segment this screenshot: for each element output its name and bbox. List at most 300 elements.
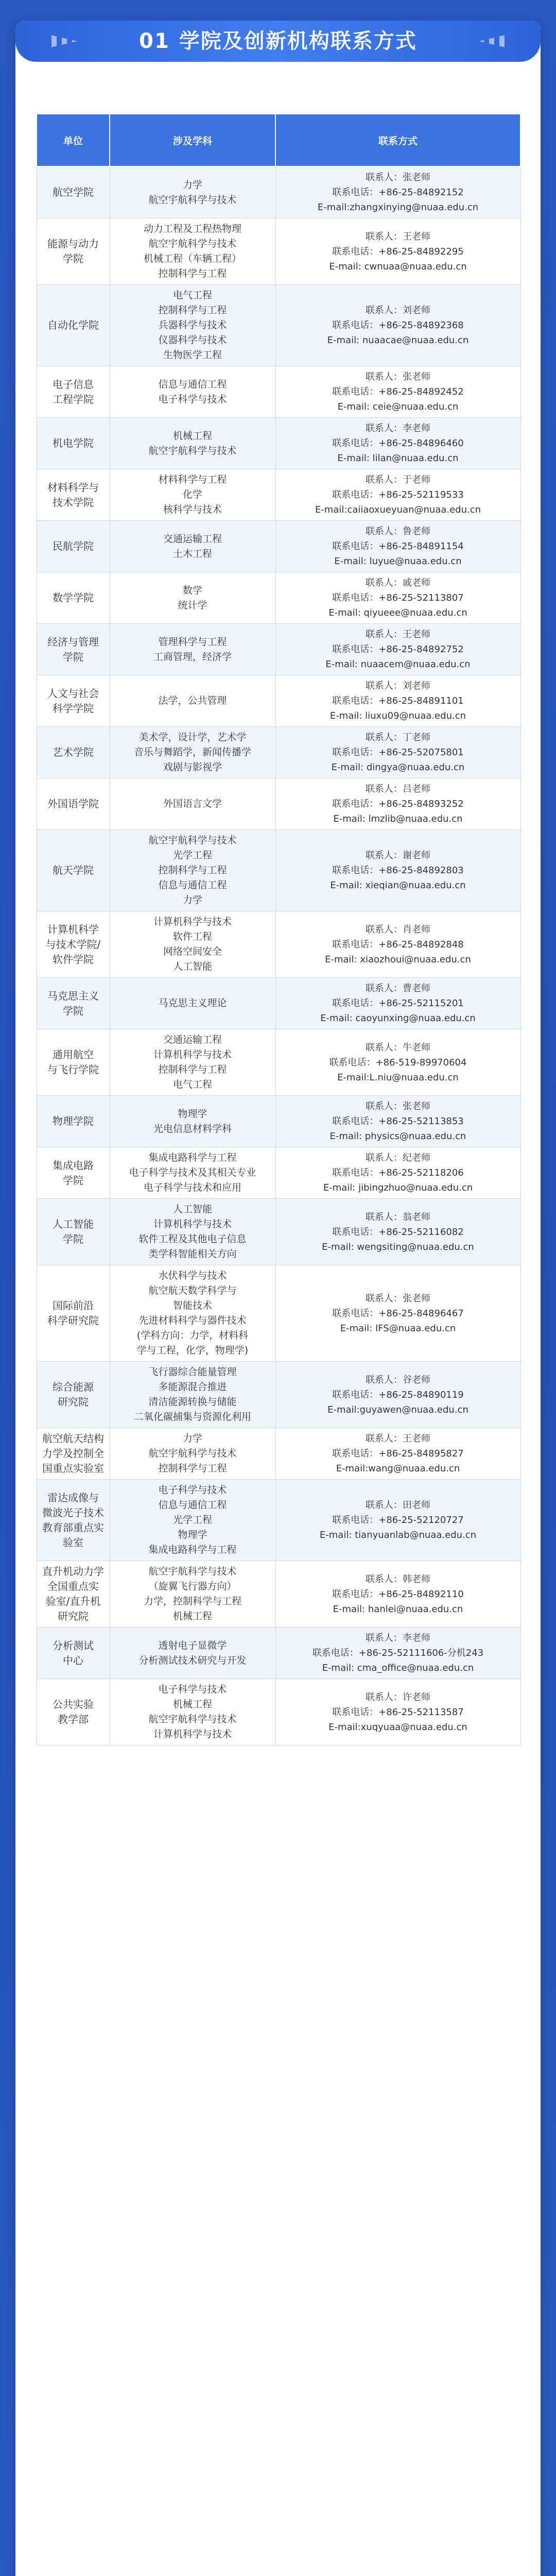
contact-line: 联系电话：+86-25-84892452 xyxy=(332,386,464,397)
subjects-line: 光学工程 xyxy=(172,1514,212,1526)
unit-line: 人文与社会 xyxy=(47,687,99,700)
contact-line: 联系人：吕老师 xyxy=(366,784,430,794)
subjects-line: 信息与通信工程 xyxy=(158,378,227,390)
table-row xyxy=(37,1561,520,1628)
contact-cell xyxy=(275,978,520,1029)
subjects-line: 控制科学与工程 xyxy=(158,865,227,876)
table-row xyxy=(37,1480,520,1561)
contact-cell xyxy=(275,1480,520,1561)
subjects-cell xyxy=(110,418,275,469)
unit-cell xyxy=(37,366,110,418)
contact-line: 联系人：王老师 xyxy=(366,629,430,640)
contact-line: E-mail: luyue@nuaa.edu.cn xyxy=(334,556,462,567)
contact-line: 联系人：田老师 xyxy=(366,1500,430,1511)
table-row xyxy=(37,1362,520,1428)
contact-line: 联系人：纪老师 xyxy=(366,1153,430,1163)
subjects-cell xyxy=(110,166,275,218)
subjects-line: 美术学，设计学，艺术学 xyxy=(138,732,247,743)
subjects-line: 飞行器综合能量管理 xyxy=(148,1366,237,1378)
subjects-line: 力学 xyxy=(182,894,202,906)
unit-line: 直升机动力学 xyxy=(42,1565,104,1578)
subjects-line: 控制科学与工程 xyxy=(158,1463,227,1474)
contact-line: 联系人：韩老师 xyxy=(366,1573,430,1585)
unit-line: 研究院 xyxy=(58,1396,89,1408)
contact-cell xyxy=(275,572,520,624)
subjects-line: 水伏科学与技术 xyxy=(158,1270,227,1281)
subjects-cell xyxy=(110,366,275,418)
subjects-line: 集成电路科学与工程 xyxy=(148,1544,237,1555)
subjects-line: 控制科学与工程 xyxy=(158,304,227,316)
unit-cell xyxy=(37,1428,110,1480)
contact-cell xyxy=(275,1428,520,1480)
subjects-line: 电气工程 xyxy=(172,1079,212,1090)
unit-cell xyxy=(37,1096,110,1147)
subjects-line: 化学 xyxy=(182,489,202,500)
contact-line: 联系人：张老师 xyxy=(366,172,430,183)
subjects-cell xyxy=(110,624,275,675)
contact-line: 联系电话：+86-25-84892848 xyxy=(332,939,464,950)
contact-cell xyxy=(275,727,520,778)
unit-cell xyxy=(37,1561,110,1628)
unit-line: 马克思主义 xyxy=(47,989,99,1002)
contact-line: 联系人：鲁老师 xyxy=(366,526,430,537)
contact-cell xyxy=(275,1147,520,1199)
contact-cell xyxy=(275,285,520,366)
contact-cell xyxy=(275,1199,520,1265)
subjects-line: 机械工程 xyxy=(172,1611,212,1622)
subjects-cell xyxy=(110,1628,275,1679)
contact-cell xyxy=(275,1265,520,1362)
subjects-line: 光电信息材料学科 xyxy=(153,1123,232,1134)
subjects-line: 软件工程及其他电子信息 xyxy=(138,1233,247,1245)
contact-line: 联系电话：+86-25-84896460 xyxy=(332,438,464,449)
contact-line: 联系人：牛老师 xyxy=(366,1042,430,1053)
table-row xyxy=(37,218,520,285)
unit-line: 全国重点实 xyxy=(47,1580,99,1592)
subjects-cell xyxy=(110,1561,275,1628)
unit-cell xyxy=(37,572,110,624)
unit-line: 材料科学与 xyxy=(47,481,99,494)
unit-line: 中心 xyxy=(63,1654,83,1667)
contact-line: E-mail: xiaozhoui@nuaa.edu.cn xyxy=(325,954,471,965)
subjects-line: 二氧化碳捕集与资源化利用 xyxy=(133,1411,251,1422)
contact-cell xyxy=(275,911,520,978)
subjects-cell xyxy=(110,911,275,978)
subjects-cell xyxy=(110,218,275,285)
contact-line: 联系电话：+86-25-84892803 xyxy=(332,865,464,876)
contact-line: 联系电话：+86-25-84891101 xyxy=(332,696,464,706)
subjects-line: 分析测试技术研究与开发 xyxy=(138,1654,247,1666)
subjects-line: 电气工程 xyxy=(172,290,212,301)
subjects-line: 交通运输工程 xyxy=(163,533,222,545)
contact-cell xyxy=(275,778,520,830)
table-header-row xyxy=(37,114,520,166)
subjects-cell xyxy=(110,1679,275,1745)
unit-cell xyxy=(37,1265,110,1362)
subjects-line: 航空宇航科学与技术 xyxy=(148,1714,237,1725)
subjects-cell xyxy=(110,830,275,911)
subjects-line: 生物医学工程 xyxy=(163,349,222,361)
table-row xyxy=(37,624,520,675)
subjects-line: 计算机科学与技术 xyxy=(153,1218,232,1230)
subjects-line: 控制科学与工程 xyxy=(158,268,227,279)
contact-line: E-mail: liuxu09@nuaa.edu.cn xyxy=(329,710,466,721)
subjects-line: 交通运输工程 xyxy=(163,1034,222,1045)
contact-line: 联系电话：+86-25-52115201 xyxy=(332,998,464,1009)
contact-line: E-mail: nuaacae@nuaa.edu.cn xyxy=(327,335,469,346)
contact-cell xyxy=(275,469,520,521)
table-row xyxy=(37,166,520,218)
unit-cell xyxy=(37,675,110,727)
table-row xyxy=(37,1096,520,1147)
contact-cell xyxy=(275,1561,520,1628)
subjects-line: 音乐与舞蹈学，新闻传播学 xyxy=(133,747,251,758)
unit-line: 数学学院 xyxy=(53,591,94,604)
header-unit: 单位 xyxy=(37,114,110,166)
unit-line: 科学学院 xyxy=(53,702,94,715)
unit-line: 力学及控制全 xyxy=(42,1447,104,1460)
unit-line: 航空航天结构 xyxy=(42,1432,104,1445)
unit-cell xyxy=(37,778,110,830)
unit-line: 通用航空 xyxy=(53,1048,94,1061)
subjects-cell xyxy=(110,1362,275,1428)
subjects-line: 管理科学与工程 xyxy=(158,636,227,648)
unit-line: 学院 xyxy=(63,650,83,663)
unit-line: 国重点实验室 xyxy=(42,1462,104,1475)
subjects-line: 电子科学与技术及其相关专业 xyxy=(129,1167,256,1178)
unit-line: 机电学院 xyxy=(53,437,94,449)
contact-line: 联系电话：+86-25-84890119 xyxy=(332,1389,464,1400)
contact-line: 联系人：戚老师 xyxy=(366,578,430,588)
unit-line: 电子信息 xyxy=(53,378,94,391)
contact-line: E-mail: cwnuaa@nuaa.edu.cn xyxy=(329,261,467,272)
unit-line: 软件学院 xyxy=(53,953,94,965)
contact-line: 联系电话：+86-25-52119533 xyxy=(332,489,464,500)
contact-line: E-mail:xuqyuaa@nuaa.edu.cn xyxy=(328,1721,467,1733)
subjects-line: 动力工程及工程热物理 xyxy=(143,223,241,234)
unit-line: 研究院 xyxy=(58,1610,89,1622)
subjects-line: 马克思主义理论 xyxy=(158,997,227,1009)
subjects-line: 多能源混合推进 xyxy=(158,1381,227,1393)
contact-line: 联系人：于老师 xyxy=(366,474,430,485)
contact-line: 联系人：许老师 xyxy=(366,1691,430,1703)
contact-line: 联系人：谢老师 xyxy=(366,850,430,861)
subjects-cell xyxy=(110,1147,275,1199)
subjects-line: 物理学 xyxy=(178,1529,207,1540)
contact-line: E-mail: lmzlib@nuaa.edu.cn xyxy=(333,814,463,824)
contact-line: 联系电话：+86-25-84892752 xyxy=(332,644,464,655)
subjects-cell xyxy=(110,1029,275,1096)
subjects-line: 兵器科学与技术 xyxy=(158,319,227,331)
subjects-cell xyxy=(110,1096,275,1147)
contact-line: E-mail: nuaacem@nuaa.edu.cn xyxy=(325,659,471,670)
subjects-line: 智能技术 xyxy=(172,1300,212,1311)
subjects-line: 物理学 xyxy=(178,1108,207,1120)
unit-line: 微波光子技术 xyxy=(42,1506,104,1519)
subjects-line: 计算机科学与技术 xyxy=(153,1049,232,1060)
contact-line: 联系电话：+86-25-52120727 xyxy=(332,1515,464,1526)
contact-line: E-mail: tianyuanlab@nuaa.edu.cn xyxy=(319,1530,477,1540)
subjects-line: 计算机科学与技术 xyxy=(153,916,232,927)
unit-line: 验室 xyxy=(63,1536,83,1549)
subjects-line: 电子科学与技术 xyxy=(158,1484,227,1496)
table-row xyxy=(37,521,520,572)
unit-line: 雷达成像与 xyxy=(47,1491,99,1504)
unit-line: 航天学院 xyxy=(53,864,94,876)
contact-line: 联系电话：+86-25-84895827 xyxy=(332,1448,464,1459)
table-row xyxy=(37,911,520,978)
unit-line: 能源与动力 xyxy=(47,238,99,250)
subjects-line: 控制科学与工程 xyxy=(158,1064,227,1075)
contact-line: 联系电话：+86-25-84892368 xyxy=(332,320,464,331)
contact-line: E-mail: wengsiting@nuaa.edu.cn xyxy=(322,1241,474,1252)
contact-line: 联系电话：+86-25-52111606-分机243 xyxy=(312,1648,484,1658)
subjects-line: 材料科学与工程 xyxy=(158,474,227,485)
subjects-line: 航空宇航科学与技术 xyxy=(148,835,237,846)
contact-cell xyxy=(275,624,520,675)
contact-cell xyxy=(275,1679,520,1745)
contact-line: 联系人：张老师 xyxy=(366,1101,430,1112)
subjects-line: 航空宇航科学与技术 xyxy=(148,1566,237,1577)
contact-line: 联系人：翁老师 xyxy=(366,1211,430,1223)
contact-cell xyxy=(275,166,520,218)
contact-line: 联系电话：+86-25-84896467 xyxy=(332,1308,464,1319)
subjects-line: 软件工程 xyxy=(172,931,212,942)
table-row xyxy=(37,366,520,418)
unit-line: 分析测试 xyxy=(53,1639,94,1652)
subjects-line: 机械工程 xyxy=(172,430,212,442)
contact-cell xyxy=(275,1362,520,1428)
subjects-line: 清洁能源转换与储能 xyxy=(148,1396,237,1408)
unit-cell xyxy=(37,1147,110,1199)
subjects-line: 人工智能 xyxy=(172,961,212,972)
subjects-cell xyxy=(110,1480,275,1561)
contact-cell xyxy=(275,521,520,572)
unit-cell xyxy=(37,624,110,675)
subjects-cell xyxy=(110,727,275,778)
unit-cell xyxy=(37,218,110,285)
subjects-line: 力学，控制科学与工程 xyxy=(143,1596,241,1607)
subjects-line: （旋翼飞行器方向） xyxy=(148,1581,237,1592)
subjects-line: 数学 xyxy=(182,584,202,596)
subjects-cell xyxy=(110,1265,275,1362)
unit-line: 学院 xyxy=(63,1004,83,1017)
contact-line: 联系人：肖老师 xyxy=(366,924,430,935)
table-row xyxy=(37,830,520,911)
contact-line: 联系电话：+86-25-52113587 xyxy=(332,1706,464,1718)
table-row xyxy=(37,469,520,521)
unit-line: 公共实验 xyxy=(53,1698,94,1710)
subjects-line: 航空宇航科学与技术 xyxy=(148,194,237,206)
unit-cell xyxy=(37,285,110,366)
unit-line: 学院 xyxy=(63,252,83,265)
unit-line: 验室/直升机 xyxy=(45,1595,101,1607)
table-row xyxy=(37,285,520,366)
contact-line: 联系电话：+86-25-52113807 xyxy=(332,592,464,603)
contact-cell xyxy=(275,218,520,285)
contact-cell xyxy=(275,418,520,469)
unit-cell xyxy=(37,418,110,469)
table-row xyxy=(37,418,520,469)
subjects-line: 电子科学与技术 xyxy=(158,1684,227,1695)
subjects-line: 工商管理，经济学 xyxy=(153,651,232,663)
subjects-line: (学科方向：力学，材料科 xyxy=(136,1330,249,1341)
subjects-cell xyxy=(110,1428,275,1480)
unit-line: 经济与管理 xyxy=(47,635,99,648)
subjects-cell xyxy=(110,285,275,366)
header-contact: 联系方式 xyxy=(275,114,520,166)
unit-line: 学院 xyxy=(63,1233,83,1245)
subjects-line: 电子科学与技术和应用 xyxy=(143,1182,241,1193)
subjects-line: 外国语言文学 xyxy=(163,798,222,809)
contact-line: 联系电话：+86-519-89970604 xyxy=(329,1057,467,1068)
contact-line: E-mail:zhangxinying@nuaa.edu.cn xyxy=(317,202,479,213)
header-subjects: 涉及学科 xyxy=(110,114,275,166)
unit-line: 物理学院 xyxy=(53,1115,94,1127)
contact-line: 联系电话：+86-25-84891154 xyxy=(332,541,464,552)
section-card-institutions xyxy=(15,21,541,2576)
subjects-line: 机械工程（车辆工程） xyxy=(143,253,241,264)
contact-line: 联系电话：+86-25-52113853 xyxy=(332,1116,464,1127)
subjects-line: 力学 xyxy=(182,1433,202,1444)
subjects-cell xyxy=(110,469,275,521)
contact-line: E-mail: hanlei@nuaa.edu.cn xyxy=(333,1603,463,1615)
unit-cell xyxy=(37,1199,110,1265)
subjects-line: 学与工程，化学，物理学) xyxy=(136,1345,249,1356)
contact-line: 联系电话：+86-25-84892295 xyxy=(332,246,464,257)
unit-cell xyxy=(37,1628,110,1679)
subjects-line: 航空宇航科学与技术 xyxy=(148,238,237,249)
unit-line: 集成电路 xyxy=(53,1159,94,1172)
unit-cell xyxy=(37,978,110,1029)
unit-cell xyxy=(37,727,110,778)
unit-line: 教学部 xyxy=(58,1713,89,1725)
table-row xyxy=(37,572,520,624)
contact-cell xyxy=(275,1096,520,1147)
subjects-line: 网络空间安全 xyxy=(163,946,222,957)
table-row xyxy=(37,1628,520,1679)
subjects-cell xyxy=(110,1199,275,1265)
subjects-line: 航空宇航科学与技术 xyxy=(148,445,237,456)
subjects-cell xyxy=(110,978,275,1029)
unit-line: 与技术学院/ xyxy=(45,938,101,951)
contact-line: E-mail: cma_office@nuaa.edu.cn xyxy=(322,1663,474,1673)
unit-line: 国际前沿 xyxy=(53,1299,94,1312)
table-row xyxy=(37,778,520,830)
unit-cell xyxy=(37,1679,110,1745)
contact-line: E-mail: dingya@nuaa.edu.cn xyxy=(331,762,465,773)
contact-line: E-mail: physics@nuaa.edu.cn xyxy=(329,1131,466,1142)
subjects-line: 光学工程 xyxy=(172,850,212,861)
table-row xyxy=(37,727,520,778)
unit-line: 科学研究院 xyxy=(47,1314,99,1327)
table-row xyxy=(37,1029,520,1096)
contact-cell xyxy=(275,366,520,418)
unit-line: 艺术学院 xyxy=(53,746,94,758)
contact-line: 联系人：曹老师 xyxy=(366,983,430,994)
contact-cell xyxy=(275,1628,520,1679)
table-body xyxy=(37,166,520,1745)
contact-line: 联系人：丁老师 xyxy=(366,732,430,743)
contact-line: 联系人：李老师 xyxy=(366,1633,430,1643)
section-number: 01 xyxy=(139,29,170,53)
section-banner-institutions xyxy=(15,21,541,62)
contact-line: 联系人：李老师 xyxy=(366,423,430,434)
subjects-line: 法学，公共管理 xyxy=(158,695,227,706)
subjects-line: 机械工程 xyxy=(172,1699,212,1710)
contact-line: E-mail:L.niu@nuaa.edu.cn xyxy=(337,1072,459,1083)
subjects-line: 先进材料科学与器件技术 xyxy=(138,1315,247,1326)
unit-line: 人工智能 xyxy=(53,1218,94,1230)
subjects-line: 信息与通信工程 xyxy=(158,879,227,891)
unit-line: 航空学院 xyxy=(53,186,94,198)
unit-line: 教育部重点实 xyxy=(42,1521,104,1534)
table-row xyxy=(37,1428,520,1480)
contact-line: 联系人：张老师 xyxy=(366,1293,430,1304)
unit-cell xyxy=(37,830,110,911)
subjects-line: 仪器科学与技术 xyxy=(158,334,227,346)
unit-cell xyxy=(37,469,110,521)
contact-line: 联系电话：+86-25-84892110 xyxy=(332,1588,464,1600)
contact-line: 联系人：刘老师 xyxy=(366,681,430,691)
unit-line: 与飞行学院 xyxy=(47,1063,99,1076)
contact-line: E-mail:caiiaoxueyuan@nuaa.edu.cn xyxy=(315,504,481,515)
subjects-line: 人工智能 xyxy=(172,1204,212,1215)
contact-line: 联系人：王老师 xyxy=(366,231,430,242)
subjects-line: 类学科智能相关方向 xyxy=(148,1248,237,1260)
contact-line: E-mail: qiyueee@nuaa.edu.cn xyxy=(328,607,467,618)
subjects-cell xyxy=(110,572,275,624)
contact-line: 联系电话：+86-25-84893252 xyxy=(332,799,464,809)
subjects-line: 土木工程 xyxy=(172,548,212,560)
contact-line: 联系人：谷老师 xyxy=(366,1374,430,1385)
unit-cell xyxy=(37,521,110,572)
unit-line: 综合能源 xyxy=(53,1381,94,1393)
subjects-line: 计算机科学与技术 xyxy=(153,1728,232,1740)
unit-cell xyxy=(37,911,110,978)
subjects-line: 透射电子显微学 xyxy=(158,1639,227,1651)
unit-cell xyxy=(37,1480,110,1561)
contact-cell xyxy=(275,830,520,911)
table-row xyxy=(37,1147,520,1199)
table-row xyxy=(37,1679,520,1745)
contact-line: E-mail:guyawen@nuaa.edu.cn xyxy=(327,1404,468,1415)
contact-line: 联系电话：+86-25-52116082 xyxy=(332,1226,464,1238)
contacts-table xyxy=(36,113,521,1745)
contact-line: 联系电话：+86-25-52118206 xyxy=(332,1167,464,1178)
contact-line: E-mail:wang@nuaa.edu.cn xyxy=(336,1463,460,1474)
unit-cell xyxy=(37,166,110,218)
contact-line: E-mail: caoyunxing@nuaa.edu.cn xyxy=(320,1013,476,1024)
unit-line: 工程学院 xyxy=(53,393,94,405)
unit-cell xyxy=(37,1362,110,1428)
section-title: 学院及创新机构联系方式 xyxy=(179,29,417,53)
unit-line: 计算机科学 xyxy=(47,923,99,936)
table-row xyxy=(37,1265,520,1362)
contact-line: 联系人：刘老师 xyxy=(366,305,430,316)
subjects-line: 信息与通信工程 xyxy=(158,1499,227,1511)
subjects-line: 航空航天数学科学与 xyxy=(148,1285,237,1296)
unit-cell xyxy=(37,1029,110,1096)
subjects-line: 戏剧与影视学 xyxy=(163,761,222,773)
subjects-cell xyxy=(110,521,275,572)
subjects-line: 航空宇航科学与技术 xyxy=(148,1448,237,1459)
unit-line: 学院 xyxy=(63,1174,83,1187)
contact-line: E-mail: xieqian@nuaa.edu.cn xyxy=(330,880,466,891)
contact-line: 联系人：张老师 xyxy=(366,371,430,382)
contact-line: E-mail: ceie@nuaa.edu.cn xyxy=(337,401,459,412)
contact-cell xyxy=(275,675,520,727)
